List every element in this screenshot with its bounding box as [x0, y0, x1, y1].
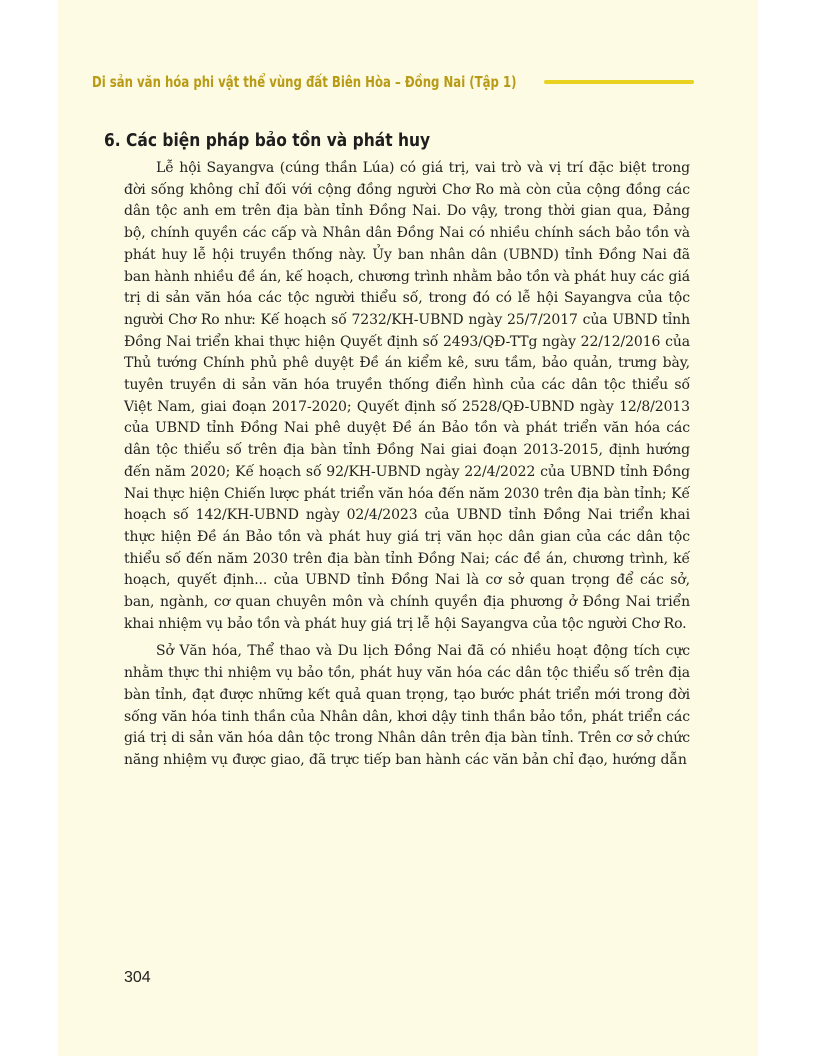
running-header-title: Di sản văn hóa phi vật thể vùng đất Biên Hòa – Đồng Nai (Tập 1): [92, 73, 517, 91]
body-text: [124, 158, 690, 778]
paragraph: Lễ hội Sayangva (cúng thần Lúa) có giá trị, vai trò và vị trí đặc biệt trong đời sống không chỉ đối với cộng đồng người Chơ Ro mà còn của cộng đồng các dân tộc anh em trên địa bàn tỉnh Đồng Nai. Do vậy, trong thời gian qua, Đảng bộ, chính quyền các cấp và Nhân dân Đồng Nai có nhiều chính sách bảo tồn và phát huy lễ hội truyền thống này. Ủy ban nhân dân (UBND) tỉnh Đồng Nai đã ban hành nhiều đề án, kế hoạch, chương trình nhằm bảo tồn và phát huy các giá trị di sản văn hóa các tộc người thiểu số, trong đó có lễ hội Sayangva của tộc người Chơ Ro như: Kế hoạch số 7232/KH-UBND ngày 25/7/2017 của UBND tỉnh Đồng Nai triển khai thực hiện Quyết định số 2493/QĐ-TTg ngày 22/12/2016 của Thủ tướng Chính phủ phê duyệt Đề án kiểm kê, sưu tầm, bảo quản, trưng bày, tuyên truyền di sản văn hóa truyền thống điển hình của các dân tộc thiểu số Việt Nam, giai đoạn 2017-2020; Quyết định số 2528/QĐ-UBND ngày 12/8/2013 của UBND tỉnh Đồng Nai phê duyệt Đề án Bảo tồn và phát triển văn hóa các dân tộc thiểu số trên địa bàn tỉnh Đồng Nai giai đoạn 2013-2015, định hướng đến năm 2020; Kế hoạch số 92/KH-UBND ngày 22/4/2022 của UBND tỉnh Đồng Nai thực hiện Chiến lược phát triển văn hóa đến năm 2030 trên địa bàn tỉnh; Kế hoạch số 142/KH-UBND ngày 02/4/2023 của UBND tỉnh Đồng Nai triển khai thực hiện Đề án Bảo tồn và phát huy giá trị văn học dân gian của các dân tộc thiểu số đến năm 2030 trên địa bàn tỉnh Đồng Nai; các đề án, chương trình, kế hoạch, quyết định... của UBND tỉnh Đồng Nai là cơ sở quan trọng để các sở, ban, ngành, cơ quan chuyên môn và chính quyền địa phương ở Đồng Nai triển khai nhiệm vụ bảo tồn và phát huy giá trị lễ hội Sayangva của tộc người Chơ Ro.: [124, 160, 690, 632]
header-rule: [544, 80, 694, 84]
section-title: 6. Các biện pháp bảo tồn và phát huy: [104, 130, 431, 151]
running-header: [58, 71, 758, 93]
page-number: 304: [124, 969, 151, 986]
paragraph: Sở Văn hóa, Thể thao và Du lịch Đồng Nai đã có nhiều hoạt động tích cực nhằm thực thi nhiệm vụ bảo tồn, phát huy văn hóa các dân tộc thiểu số trên địa bàn tỉnh, đạt được những kết quả quan trọng, tạo bước phát triển mới trong đời sống văn hóa tinh thần của Nhân dân, khơi dậy tinh thần bảo tồn, phát triển các giá trị di sản văn hóa dân tộc trong Nhân dân trên địa bàn tỉnh. Trên cơ sở chức năng nhiệm vụ được giao, đã trực tiếp ban hành các văn bản chỉ đạo, hướng dẫn: [124, 643, 690, 768]
